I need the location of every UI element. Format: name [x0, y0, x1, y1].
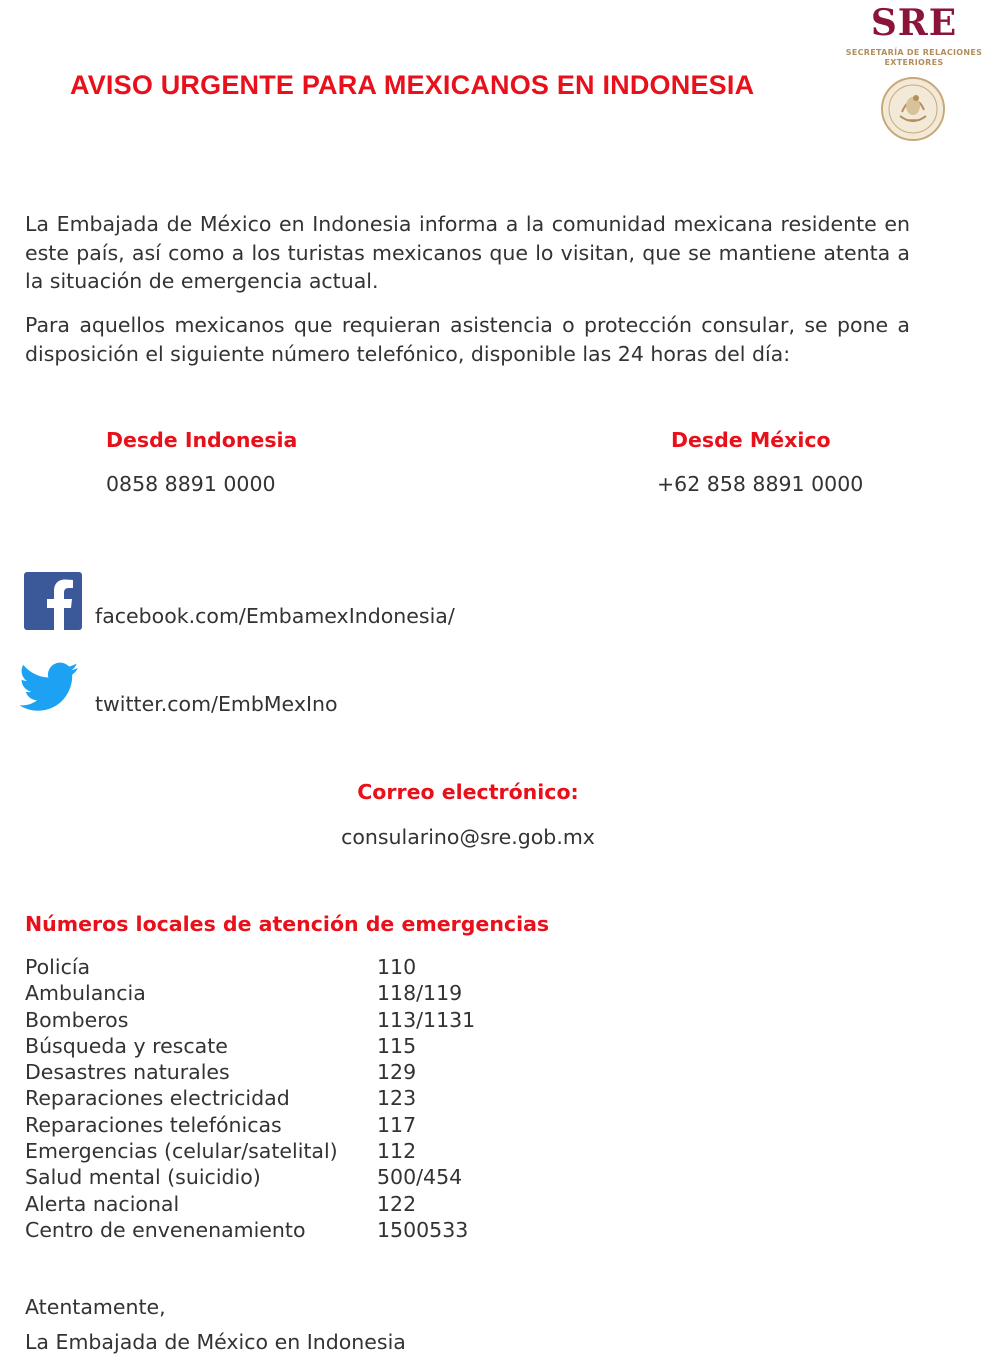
emergency-service-number: 117: [377, 1112, 417, 1137]
assistance-paragraph: Para aquellos mexicanos que requieran asistencia o protección consular, se pone a disposición el siguiente número telefónico, disponible las 24 horas del día:: [25, 313, 910, 366]
emergency-service-name: Salud mental (suicidio): [25, 1165, 261, 1190]
emergency-service-name: Ambulancia: [25, 981, 146, 1006]
notice-title: AVISO URGENTE PARA MEXICANOS EN INDONESIA: [70, 70, 755, 100]
twitter-icon: [20, 662, 78, 712]
emergency-service-name: Bomberos: [25, 1007, 129, 1032]
emergency-service-name: Reparaciones electricidad: [25, 1086, 290, 1111]
closing-signature: La Embajada de México en Indonesia: [25, 1330, 406, 1354]
email-address[interactable]: consularino@sre.gob.mx: [341, 825, 595, 849]
phone-mexico-number: +62 858 8891 0000: [657, 472, 864, 496]
sre-logo: [836, 2, 992, 142]
phone-indonesia-label: Desde Indonesia: [106, 428, 298, 452]
emergency-service-name: Policía: [25, 955, 91, 979]
emergency-service-number: 122: [377, 1191, 417, 1216]
emergency-service-number: 112: [377, 1139, 417, 1164]
emergency-service-number: 110: [377, 955, 417, 979]
closing-salutation: Atentamente,: [25, 1295, 166, 1319]
sre-acronym: SRE: [870, 2, 958, 44]
sre-subtitle: [836, 48, 992, 68]
emergency-service-name: Desastres naturales: [25, 1060, 230, 1085]
emergency-service-number: 123: [377, 1086, 417, 1111]
facebook-link[interactable]: facebook.com/EmbamexIndonesia/: [95, 604, 455, 628]
emergency-service-name: Reparaciones telefónicas: [25, 1112, 282, 1137]
sre-subtitle-line2: EXTERIORES: [884, 58, 944, 67]
mexican-coat-of-arms-icon: [880, 76, 946, 142]
emergency-service-name: Búsqueda y rescate: [25, 1033, 228, 1058]
sre-subtitle-line1: SECRETARÍA DE RELACIONES: [845, 48, 983, 57]
twitter-link[interactable]: twitter.com/EmbMexIno: [95, 692, 338, 716]
emergency-service-number: 500/454: [377, 1165, 463, 1190]
emergency-service-number: 115: [377, 1033, 417, 1058]
phone-mexico-label: Desde México: [671, 428, 831, 452]
phone-indonesia-number: 0858 8891 0000: [106, 472, 276, 496]
emergency-service-number: 129: [377, 1060, 417, 1085]
email-label: Correo electrónico:: [357, 780, 579, 804]
facebook-icon: [24, 572, 82, 630]
emergency-service-number: 113/1131: [377, 1007, 476, 1032]
emergency-numbers-heading: Números locales de atención de emergencias: [25, 912, 550, 936]
emergency-service-number: 1500533: [377, 1217, 469, 1242]
emergency-service-number: 118/119: [377, 981, 463, 1006]
emergency-service-name: Centro de envenenamiento: [25, 1217, 306, 1242]
emergency-service-name: Emergencias (celular/satelital): [25, 1139, 338, 1164]
emergency-service-name: Alerta nacional: [25, 1191, 180, 1216]
intro-paragraph: La Embajada de México en Indonesia informa a la comunidad mexicana residente en este país, así como a los turistas mexicanos que lo visitan, que se mantiene atenta a la situación de emergencia actual.: [25, 212, 910, 293]
